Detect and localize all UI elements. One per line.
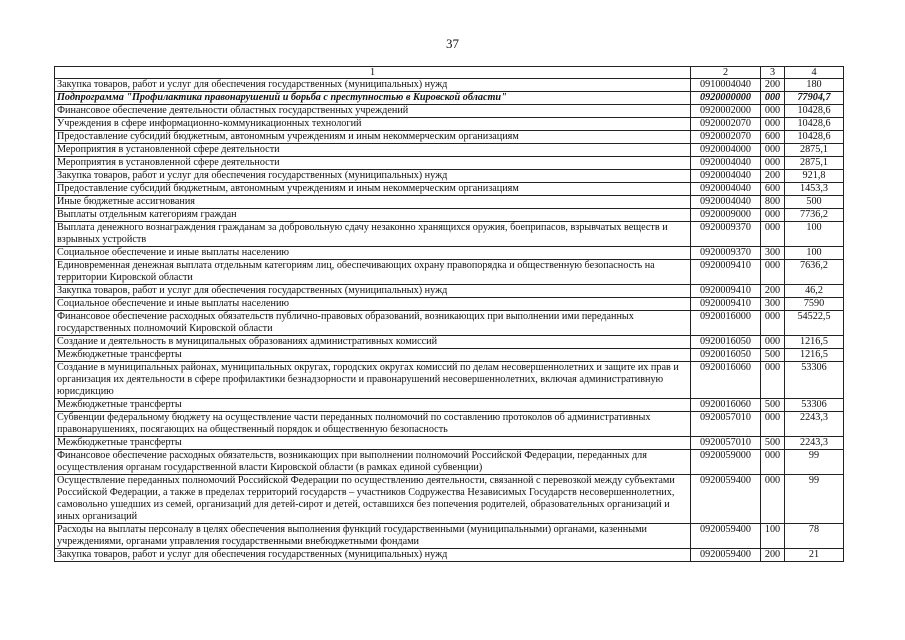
row-amount: 46,2	[785, 285, 844, 298]
row-name: Финансовое обеспечение расходных обязательств публично-правовых образований, возникающих при выполнении ими переданных государственных полномочий Кировской области	[55, 311, 691, 336]
row-code: 0920059000	[691, 450, 761, 475]
row-group: 500	[761, 399, 785, 412]
row-group: 500	[761, 437, 785, 450]
table-row	[55, 399, 844, 412]
table-row	[55, 311, 844, 336]
row-amount: 99	[785, 475, 844, 524]
row-name: Закупка товаров, работ и услуг для обеспечения государственных (муниципальных) нужд	[55, 79, 691, 92]
row-name: Осуществление переданных полномочий Российской Федерации по осуществлению деятельности, связанной с перевозкой между субъектами Российской Федерации, а также в пределах территорий государств – участников Содружества Независимых Государств несовершеннолетних, самовольно ушедших из семей, организаций для детей-сирот и детей, оставшихся без попечения родителей, образовательных организаций и иных организаций	[55, 475, 691, 524]
row-name: Предоставление субсидий бюджетным, автономным учреждениям и иным некоммерческим организациям	[55, 183, 691, 196]
row-name: Учреждения в сфере информационно-коммуникационных технологий	[55, 118, 691, 131]
table-row	[55, 450, 844, 475]
table-row	[55, 437, 844, 450]
row-name: Создание в муниципальных районах, муниципальных округах, городских округах комиссий по делам несовершеннолетних и защите их прав и организация их деятельности в сфере профилактики безнадзорности и правонарушений несовершеннолетних, включая административную юрисдикцию	[55, 362, 691, 399]
row-name: Закупка товаров, работ и услуг для обеспечения государственных (муниципальных) нужд	[55, 285, 691, 298]
row-group: 000	[761, 92, 785, 105]
row-amount: 2875,1	[785, 144, 844, 157]
row-group: 600	[761, 131, 785, 144]
row-name: Социальное обеспечение и иные выплаты населению	[55, 298, 691, 311]
row-group: 300	[761, 247, 785, 260]
row-code: 0920059400	[691, 549, 761, 562]
row-amount: 10428,6	[785, 131, 844, 144]
row-group: 200	[761, 285, 785, 298]
row-code: 0920004040	[691, 196, 761, 209]
row-group: 000	[761, 362, 785, 399]
row-name: Закупка товаров, работ и услуг для обеспечения государственных (муниципальных) нужд	[55, 549, 691, 562]
row-group: 000	[761, 222, 785, 247]
table-row	[55, 475, 844, 524]
table-row	[55, 247, 844, 260]
row-group: 000	[761, 412, 785, 437]
row-code: 0920016060	[691, 362, 761, 399]
table-row	[55, 349, 844, 362]
table-row	[55, 412, 844, 437]
row-name: Финансовое обеспечение деятельности областных государственных учреждений	[55, 105, 691, 118]
row-group: 000	[761, 118, 785, 131]
row-code: 0920009410	[691, 285, 761, 298]
row-amount: 100	[785, 247, 844, 260]
row-name: Мероприятия в установленной сфере деятельности	[55, 144, 691, 157]
table-row	[55, 222, 844, 247]
table-row	[55, 105, 844, 118]
row-code: 0920016050	[691, 349, 761, 362]
header-col-3: 3	[761, 67, 785, 79]
row-amount: 1216,5	[785, 349, 844, 362]
row-amount: 10428,6	[785, 105, 844, 118]
row-name: Подпрограмма "Профилактика правонарушений и борьба с преступностью в Кировской области"	[55, 92, 691, 105]
row-name: Мероприятия в установленной сфере деятельности	[55, 157, 691, 170]
row-amount: 7590	[785, 298, 844, 311]
row-group: 000	[761, 475, 785, 524]
table-row	[55, 183, 844, 196]
row-group: 000	[761, 105, 785, 118]
row-code: 0920009370	[691, 222, 761, 247]
row-name: Межбюджетные трансферты	[55, 399, 691, 412]
row-amount: 99	[785, 450, 844, 475]
row-group: 000	[761, 209, 785, 222]
row-amount: 1216,5	[785, 336, 844, 349]
row-amount: 2875,1	[785, 157, 844, 170]
header-col-1: 1	[55, 67, 691, 79]
table-row	[55, 131, 844, 144]
row-code: 0920057010	[691, 437, 761, 450]
table-row	[55, 362, 844, 399]
header-row	[55, 67, 844, 79]
table-row	[55, 260, 844, 285]
row-amount: 54522,5	[785, 311, 844, 336]
table-row	[55, 285, 844, 298]
row-amount: 53306	[785, 362, 844, 399]
row-amount: 53306	[785, 399, 844, 412]
row-amount: 180	[785, 79, 844, 92]
page-number: 37	[446, 36, 459, 51]
row-name: Закупка товаров, работ и услуг для обеспечения государственных (муниципальных) нужд	[55, 170, 691, 183]
row-code: 0920009370	[691, 247, 761, 260]
row-group: 800	[761, 196, 785, 209]
row-code: 0920009410	[691, 298, 761, 311]
table-row	[55, 209, 844, 222]
table-row	[55, 549, 844, 562]
row-amount: 921,8	[785, 170, 844, 183]
row-code: 0920004000	[691, 144, 761, 157]
budget-table	[54, 66, 844, 562]
table-row	[55, 298, 844, 311]
row-code: 0920016060	[691, 399, 761, 412]
table-row	[55, 196, 844, 209]
row-name: Предоставление субсидий бюджетным, автономным учреждениям и иным некоммерческим организациям	[55, 131, 691, 144]
row-code: 0920004040	[691, 157, 761, 170]
row-amount: 1453,3	[785, 183, 844, 196]
row-group: 200	[761, 79, 785, 92]
header-col-4: 4	[785, 67, 844, 79]
row-code: 0910004040	[691, 79, 761, 92]
row-amount: 77904,7	[785, 92, 844, 105]
row-name: Межбюджетные трансферты	[55, 437, 691, 450]
row-amount: 2243,3	[785, 437, 844, 450]
row-group: 000	[761, 311, 785, 336]
row-amount: 2243,3	[785, 412, 844, 437]
row-group: 000	[761, 336, 785, 349]
row-name: Выплаты отдельным категориям граждан	[55, 209, 691, 222]
row-code: 0920004040	[691, 183, 761, 196]
row-group: 000	[761, 157, 785, 170]
row-group: 500	[761, 349, 785, 362]
row-group: 100	[761, 524, 785, 549]
row-amount: 78	[785, 524, 844, 549]
table-row	[55, 524, 844, 549]
row-name: Субвенции федеральному бюджету на осуществление части переданных полномочий по составлению протоколов об административных правонарушениях, посягающих на общественный порядок и общественную безопасность	[55, 412, 691, 437]
row-code: 0920016050	[691, 336, 761, 349]
row-amount: 7636,2	[785, 260, 844, 285]
table-row	[55, 79, 844, 92]
row-name: Межбюджетные трансферты	[55, 349, 691, 362]
row-group: 200	[761, 549, 785, 562]
row-group: 200	[761, 170, 785, 183]
row-group: 600	[761, 183, 785, 196]
row-amount: 500	[785, 196, 844, 209]
table-row	[55, 336, 844, 349]
row-group: 000	[761, 450, 785, 475]
row-code: 0920002070	[691, 131, 761, 144]
row-name: Единовременная денежная выплата отдельным категориям лиц, обеспечивающих охрану правопорядка и общественную безопасность на территории Кировской области	[55, 260, 691, 285]
row-name: Выплата денежного вознаграждения гражданам за добровольную сдачу незаконно хранящихся оружия, боеприпасов, взрывчатых веществ и взрывных устройств	[55, 222, 691, 247]
row-name: Расходы на выплаты персоналу в целях обеспечения выполнения функций государственными (муниципальными) органами, казенными учреждениями, органами управления государственными внебюджетными фондами	[55, 524, 691, 549]
row-code: 0920016000	[691, 311, 761, 336]
table-row	[55, 157, 844, 170]
row-name: Социальное обеспечение и иные выплаты населению	[55, 247, 691, 260]
row-name: Иные бюджетные ассигнования	[55, 196, 691, 209]
row-name: Финансовое обеспечение расходных обязательств, возникающих при выполнении полномочий Российской Федерации, переданных для осуществления органам государственной власти Кировской области (в рамках единой субвенции)	[55, 450, 691, 475]
row-group: 000	[761, 144, 785, 157]
row-code: 0920059400	[691, 475, 761, 524]
row-code: 0920002070	[691, 118, 761, 131]
row-code: 0920057010	[691, 412, 761, 437]
row-amount: 100	[785, 222, 844, 247]
row-group: 300	[761, 298, 785, 311]
table-row	[55, 144, 844, 157]
row-code: 0920002000	[691, 105, 761, 118]
table-row	[55, 92, 844, 105]
row-group: 000	[761, 260, 785, 285]
row-code: 0920004040	[691, 170, 761, 183]
header-col-2: 2	[691, 67, 761, 79]
row-code: 0920009410	[691, 260, 761, 285]
row-code: 0920059400	[691, 524, 761, 549]
row-code: 0920000000	[691, 92, 761, 105]
table-row	[55, 170, 844, 183]
table-row	[55, 118, 844, 131]
row-amount: 21	[785, 549, 844, 562]
row-name: Создание и деятельность в муниципальных образованиях административных комиссий	[55, 336, 691, 349]
row-code: 0920009000	[691, 209, 761, 222]
row-amount: 10428,6	[785, 118, 844, 131]
row-amount: 7736,2	[785, 209, 844, 222]
